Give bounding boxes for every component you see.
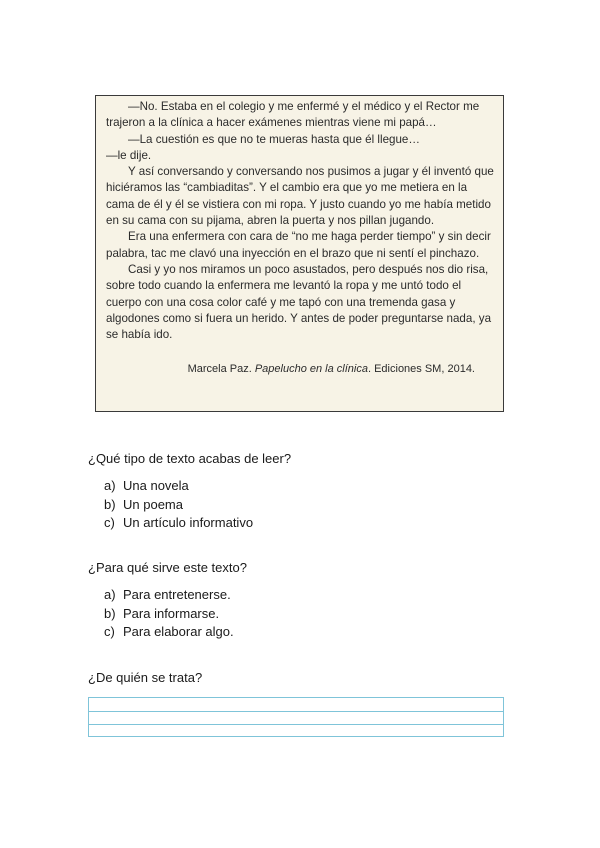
excerpt-paragraph-4: Y así conversando y conversando nos pusimos a jugar y él inventó que hiciéramos las “cambiaditas”. Y el cambio era que yo me metiera en la cama de él y él se vistiera con mi ropa. Y justo cuando yo me había metido en su cama con su pijama, abren la puerta y nos pillan jugando. <box>106 165 494 228</box>
answer-line <box>89 711 503 712</box>
excerpt-paragraph-2: —La cuestión es que no te mueras hasta que él llegue… <box>128 132 420 146</box>
option-letter: b) <box>104 496 116 512</box>
question-1-option-a[interactable] <box>104 477 253 496</box>
excerpt-paragraph-1: —No. Estaba en el colegio y me enfermé y el médico y el Rector me trajeron a la clínica a hacer exámenes mientras viene mi papá… <box>106 100 480 130</box>
option-letter: b) <box>104 605 116 621</box>
option-letter: c) <box>104 624 115 639</box>
reading-excerpt <box>95 95 504 412</box>
answer-writing-area[interactable] <box>88 697 504 737</box>
citation-title: Papelucho en la clínica <box>254 363 368 376</box>
question-1-options <box>104 477 253 533</box>
excerpt-paragraph-6: Casi y yo nos miramos un poco asustados, pero después nos dio risa, sobre todo cuando la enfermera me levantó la ropa y me untó todo el cuerpo con una cosa color café y me tapó con una tremenda gasa y algodones como si fuera un herido. Y antes de poder preguntarse nada, ya se había ido. <box>106 262 492 342</box>
answer-line <box>89 724 503 725</box>
question-2: ¿Para qué sirve este texto? <box>88 560 247 575</box>
option-letter: c) <box>104 515 115 530</box>
excerpt-citation <box>106 361 497 377</box>
option-text: Para informarse. <box>123 605 220 621</box>
question-2-option-a[interactable] <box>104 586 234 605</box>
question-2-option-c[interactable] <box>104 623 234 642</box>
excerpt-paragraph-3: —le dije. <box>106 148 152 162</box>
option-text: Un poema <box>123 496 183 512</box>
question-2-option-b[interactable] <box>104 605 234 624</box>
question-1-option-b[interactable] <box>104 496 253 515</box>
question-3: ¿De quién se trata? <box>88 670 203 685</box>
option-text: Para elaborar algo. <box>123 624 234 639</box>
option-text: Un artículo informativo <box>123 515 254 530</box>
option-letter: a) <box>104 478 116 493</box>
citation-publisher: . Ediciones SM, 2014. <box>367 363 475 376</box>
option-text: Una novela <box>123 478 189 493</box>
question-2-options <box>104 586 234 642</box>
question-1: ¿Qué tipo de texto acabas de leer? <box>88 451 292 466</box>
citation-author: Marcela Paz. <box>187 363 252 376</box>
question-1-option-c[interactable] <box>104 514 253 533</box>
option-letter: a) <box>104 587 116 602</box>
excerpt-paragraph-5: Era una enfermera con cara de “no me haga perder tiempo” y sin decir palabra, tac me clavó una inyección en el brazo que ni sentí el pinchazo. <box>106 230 491 260</box>
option-text: Para entretenerse. <box>123 587 231 602</box>
